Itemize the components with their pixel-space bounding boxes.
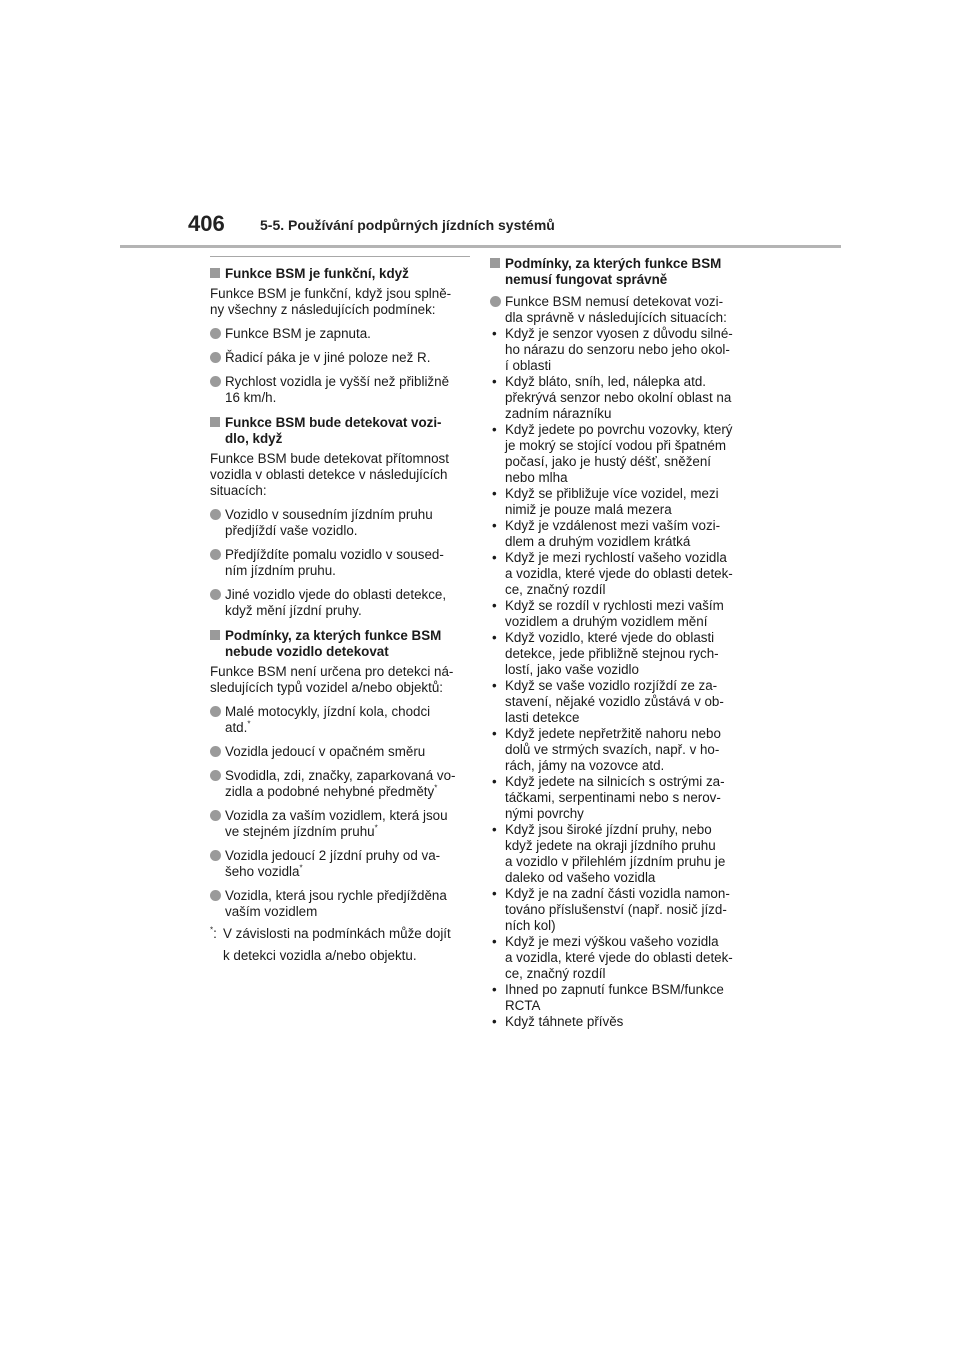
bullet-item: Funkce BSM je zapnuta. <box>210 326 470 342</box>
round-bullet-icon <box>210 850 221 861</box>
bullet-item: Svodidla, zdi, značky, zaparkovaná vo- zidla a podobné nehybné předměty* <box>210 768 470 800</box>
square-bullet-icon <box>210 630 220 640</box>
bullet-item: Vozidla jedoucí 2 jízdní pruhy od va- šeho vozidla* <box>210 848 470 880</box>
list-item: • Když je na zadní části vozidla namon- továno příslušenství (např. nosič jízd- ních kol) <box>492 886 730 933</box>
section-title: 5-5. Používání podpůrných jízdních systémů <box>260 217 555 233</box>
list-item: • Když táhnete přívěs <box>492 1014 624 1029</box>
list-item: • Když jedete na silnicích s ostrými za- táčkami, serpentinami nebo s nerov- nými povrchy <box>492 774 725 821</box>
list-item: • Když vozidlo, které vjede do oblasti detekce, jede přibližně stejnou rych- lostí, jako vaše vozidlo <box>492 630 719 677</box>
footnote-ref: * <box>374 823 378 833</box>
round-bullet-icon <box>210 328 221 339</box>
list-item: • Když jedete po povrchu vozovky, který je mokrý se stojící vodou při špatném počasí, jako je hustý déšť, sněžení nebo mlha <box>492 422 733 485</box>
section-heading: Funkce BSM je funkční, když <box>210 266 470 282</box>
paragraph: Funkce BSM není určena pro detekci ná- sledujících typů vozidel a/nebo objektů: <box>210 664 454 695</box>
round-bullet-icon <box>210 706 221 717</box>
round-bullet-icon <box>210 810 221 821</box>
list-item: • Když je vzdálenost mezi vaším vozi- dlem a druhým vozidlem krátká <box>492 518 721 549</box>
square-bullet-icon <box>210 268 220 278</box>
left-column <box>210 256 470 967</box>
list-item: • Když bláto, sníh, led, nálepka atd. překrývá senzor nebo okolní oblast na zadním nárazníku <box>492 374 732 421</box>
list-item: • Když se přibližuje více vozidel, mezi nimiž je pouze malá mezera <box>492 486 719 517</box>
footnote-ref: * <box>299 863 303 873</box>
round-bullet-icon <box>210 509 221 520</box>
round-bullet-icon <box>210 352 221 363</box>
bullet-item: Předjíždíte pomalu vozidlo v soused- ním jízdním pruhu. <box>210 547 470 579</box>
bullet-item: Vozidla za vaším vozidlem, která jsou ve stejném jízdním pruhu* <box>210 808 470 840</box>
bullet-item: Rychlost vozidla je vyšší než přibližně 16 km/h. <box>210 374 470 406</box>
round-bullet-icon <box>210 770 221 781</box>
footnote-ref: * <box>434 783 438 793</box>
list-item: • Když je mezi rychlostí vašeho vozidla a vozidla, které vjede do oblasti detek- ce, značný rozdíl <box>492 550 733 597</box>
footnote-ref: * <box>247 719 251 729</box>
right-column <box>490 256 760 1030</box>
list-item: • Když jedete nepřetržitě nahoru nebo dolů ve strmých svazích, např. v ho- rách, jámy na vozovce atd. <box>492 726 721 773</box>
section-heading: Funkce BSM bude detekovat vozi- dlo, když <box>210 415 470 447</box>
header-divider <box>120 245 841 248</box>
page-number: 406 <box>188 211 225 236</box>
list-item: • Když jsou široké jízdní pruhy, nebo když jedete na okraji jízdního pruhu a vozidlo v přilehlém jízdním pruhu je daleko od vašeho vozidla <box>492 822 726 885</box>
list-item: • Ihned po zapnutí funkce BSM/funkce RCTA <box>492 982 724 1013</box>
list-item: • Když se rozdíl v rychlosti mezi vaším vozidlem a druhým vozidlem mění <box>492 598 724 629</box>
bullet-item: Vozidlo v sousedním jízdním pruhu předjíždí vaše vozidlo. <box>210 507 470 539</box>
section-heading: Podmínky, za kterých funkce BSM nemusí fungovat správně <box>490 256 760 288</box>
bullet-item: Jiné vozidlo vjede do oblasti detekce, když mění jízdní pruhy. <box>210 587 470 619</box>
square-bullet-icon <box>490 258 500 268</box>
bullet-item: Vozidla, která jsou rychle předjížděna vaším vozidlem <box>210 888 470 920</box>
square-bullet-icon <box>210 417 220 427</box>
bullet-item: Řadicí páka je v jiné poloze než R. <box>210 350 470 366</box>
list-item: • Když se vaše vozidlo rozjíždí ze za- stavení, nějaké vozidlo zůstává v ob- lasti detekce <box>492 678 724 725</box>
round-bullet-icon <box>210 589 221 600</box>
round-bullet-icon <box>210 746 221 757</box>
round-bullet-icon <box>210 549 221 560</box>
round-bullet-icon <box>210 890 221 901</box>
bullet-item: Malé motocykly, jízdní kola, chodci atd.* <box>210 704 470 736</box>
footnote-text: V závislosti na podmínkách může dojít k detekci vozidla a/nebo objektu. <box>223 926 451 963</box>
round-bullet-icon <box>210 376 221 387</box>
bullet-item: Funkce BSM nemusí detekovat vozi- dla správně v následujících situacích: <box>490 294 760 326</box>
list-item: • Když je senzor vyosen z důvodu silné- ho nárazu do senzoru nebo jeho okol- í oblasti <box>492 326 733 373</box>
section-heading: Podmínky, za kterých funkce BSM nebude vozidlo detekovat <box>210 628 470 660</box>
paragraph: Funkce BSM je funkční, když jsou splně- ny všechny z následujících podmínek: <box>210 286 452 317</box>
bullet-item: Vozidla jedoucí v opačném směru <box>210 744 470 760</box>
footnote-marker: *: <box>210 925 217 941</box>
section-divider <box>210 256 470 257</box>
round-bullet-icon <box>490 296 501 307</box>
list-item: • Když je mezi výškou vašeho vozidla a vozidla, které vjede do oblasti detek- ce, značný rozdíl <box>492 934 733 981</box>
paragraph: Funkce BSM bude detekovat přítomnost vozidla v oblasti detekce v následujících situacích: <box>210 451 449 498</box>
footnote <box>210 923 470 967</box>
